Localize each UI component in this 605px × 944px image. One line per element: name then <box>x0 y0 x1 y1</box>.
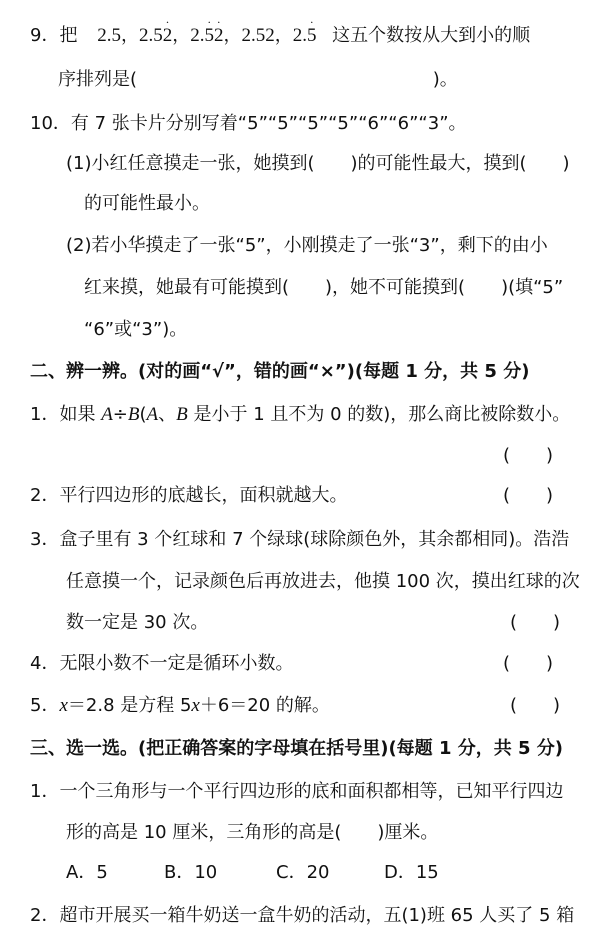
s2-q3-line2: 任意摸一个，记录颜色后再放进去，他摸 100 次，摸出红球的次 <box>66 571 580 592</box>
q10-line1: 10．有 7 张卡片分别写着“5”“5”“5”“5”“6”“6”“3”。 <box>30 113 467 134</box>
s2-q2-answer-blank[interactable]: ( ) <box>503 485 554 506</box>
q9-line2: 序排列是( )。 <box>58 69 458 90</box>
s2-q3-answer-blank[interactable]: ( ) <box>510 612 561 633</box>
section2-title: 二、辨一辨。(对的画“√”，错的画“×”)(每题 1 分，共 5 分) <box>30 361 530 382</box>
s2-q3-line1: 3．盒子里有 3 个红球和 7 个绿球(球除颜色外，其余都相同)。浩浩 <box>30 529 570 550</box>
q9-number-1: 2.5 <box>97 25 121 46</box>
s3-q2-line1: 2．超市开展买一箱牛奶送一盒牛奶的活动，五(1)班 65 人买了 5 箱 <box>30 905 575 926</box>
option-c[interactable]: C．20 <box>276 862 330 883</box>
q9-number-5: 2. · 5 <box>292 15 317 46</box>
s2-q1-line1: 1．如果 A÷B(A、B 是小于 1 且不为 0 的数)，那么商比被除数小。 <box>30 404 571 425</box>
q9-answer-blank[interactable]: )。 <box>432 69 458 90</box>
q10-part2-line3: “6”或“3”)。 <box>84 319 188 340</box>
s2-q4-answer-blank[interactable]: ( ) <box>503 653 554 674</box>
q9-text: 这五个数按从大到小的顺 <box>332 25 531 46</box>
q9-number: 9．把 <box>30 25 78 46</box>
section3-title: 三、选一选。(把正确答案的字母填在括号里)(每题 1 分，共 5 分) <box>30 738 564 759</box>
q10-part1-line2: 的可能性最小。 <box>84 193 210 214</box>
s2-q1-answer-blank[interactable]: ( ) <box>503 445 554 466</box>
q9-line1: 9．把 2.5，2.5 · 2，2. · 5 · 2，2.52，2. · 5 这五个数按从大到小的顺 <box>30 15 531 46</box>
q10-part1-line1: (1)小红任意摸走一张，她摸到( )的可能性最大，摸到( ) <box>66 153 570 174</box>
q10-part2-line1: (2)若小华摸走了一张“5”，小刚摸走了一张“3”，剩下的由小 <box>66 235 548 256</box>
s2-q3-line3: 数一定是 30 次。 <box>66 612 209 633</box>
s2-q5-answer-blank[interactable]: ( ) <box>510 695 561 716</box>
s3-q1-line2: 形的高是 10 厘米，三角形的高是( )厘米。 <box>66 822 439 843</box>
s2-q5: 5．x＝2.8 是方程 5x＋6＝20 的解。 <box>30 695 330 716</box>
q9-number-2: 2.5 · 2 <box>138 15 173 46</box>
s3-q1-options <box>66 861 439 885</box>
s2-q4: 4．无限小数不一定是循环小数。 <box>30 653 294 674</box>
q9-number-4: 2.52 <box>241 25 275 46</box>
option-d[interactable]: D．15 <box>384 862 439 883</box>
option-b[interactable]: B．10 <box>164 862 218 883</box>
option-a[interactable]: A．5 <box>66 862 108 883</box>
q10-part2-line2: 红来摸，她最有可能摸到( )，她不可能摸到( )(填“5” <box>84 277 564 298</box>
s2-q2: 2．平行四边形的底越长，面积就越大。 <box>30 485 348 506</box>
q9-number-3: 2. · 5 · 2 <box>190 15 224 46</box>
s3-q1-line1: 1．一个三角形与一个平行四边形的底和面积都相等，已知平行四边 <box>30 781 564 802</box>
